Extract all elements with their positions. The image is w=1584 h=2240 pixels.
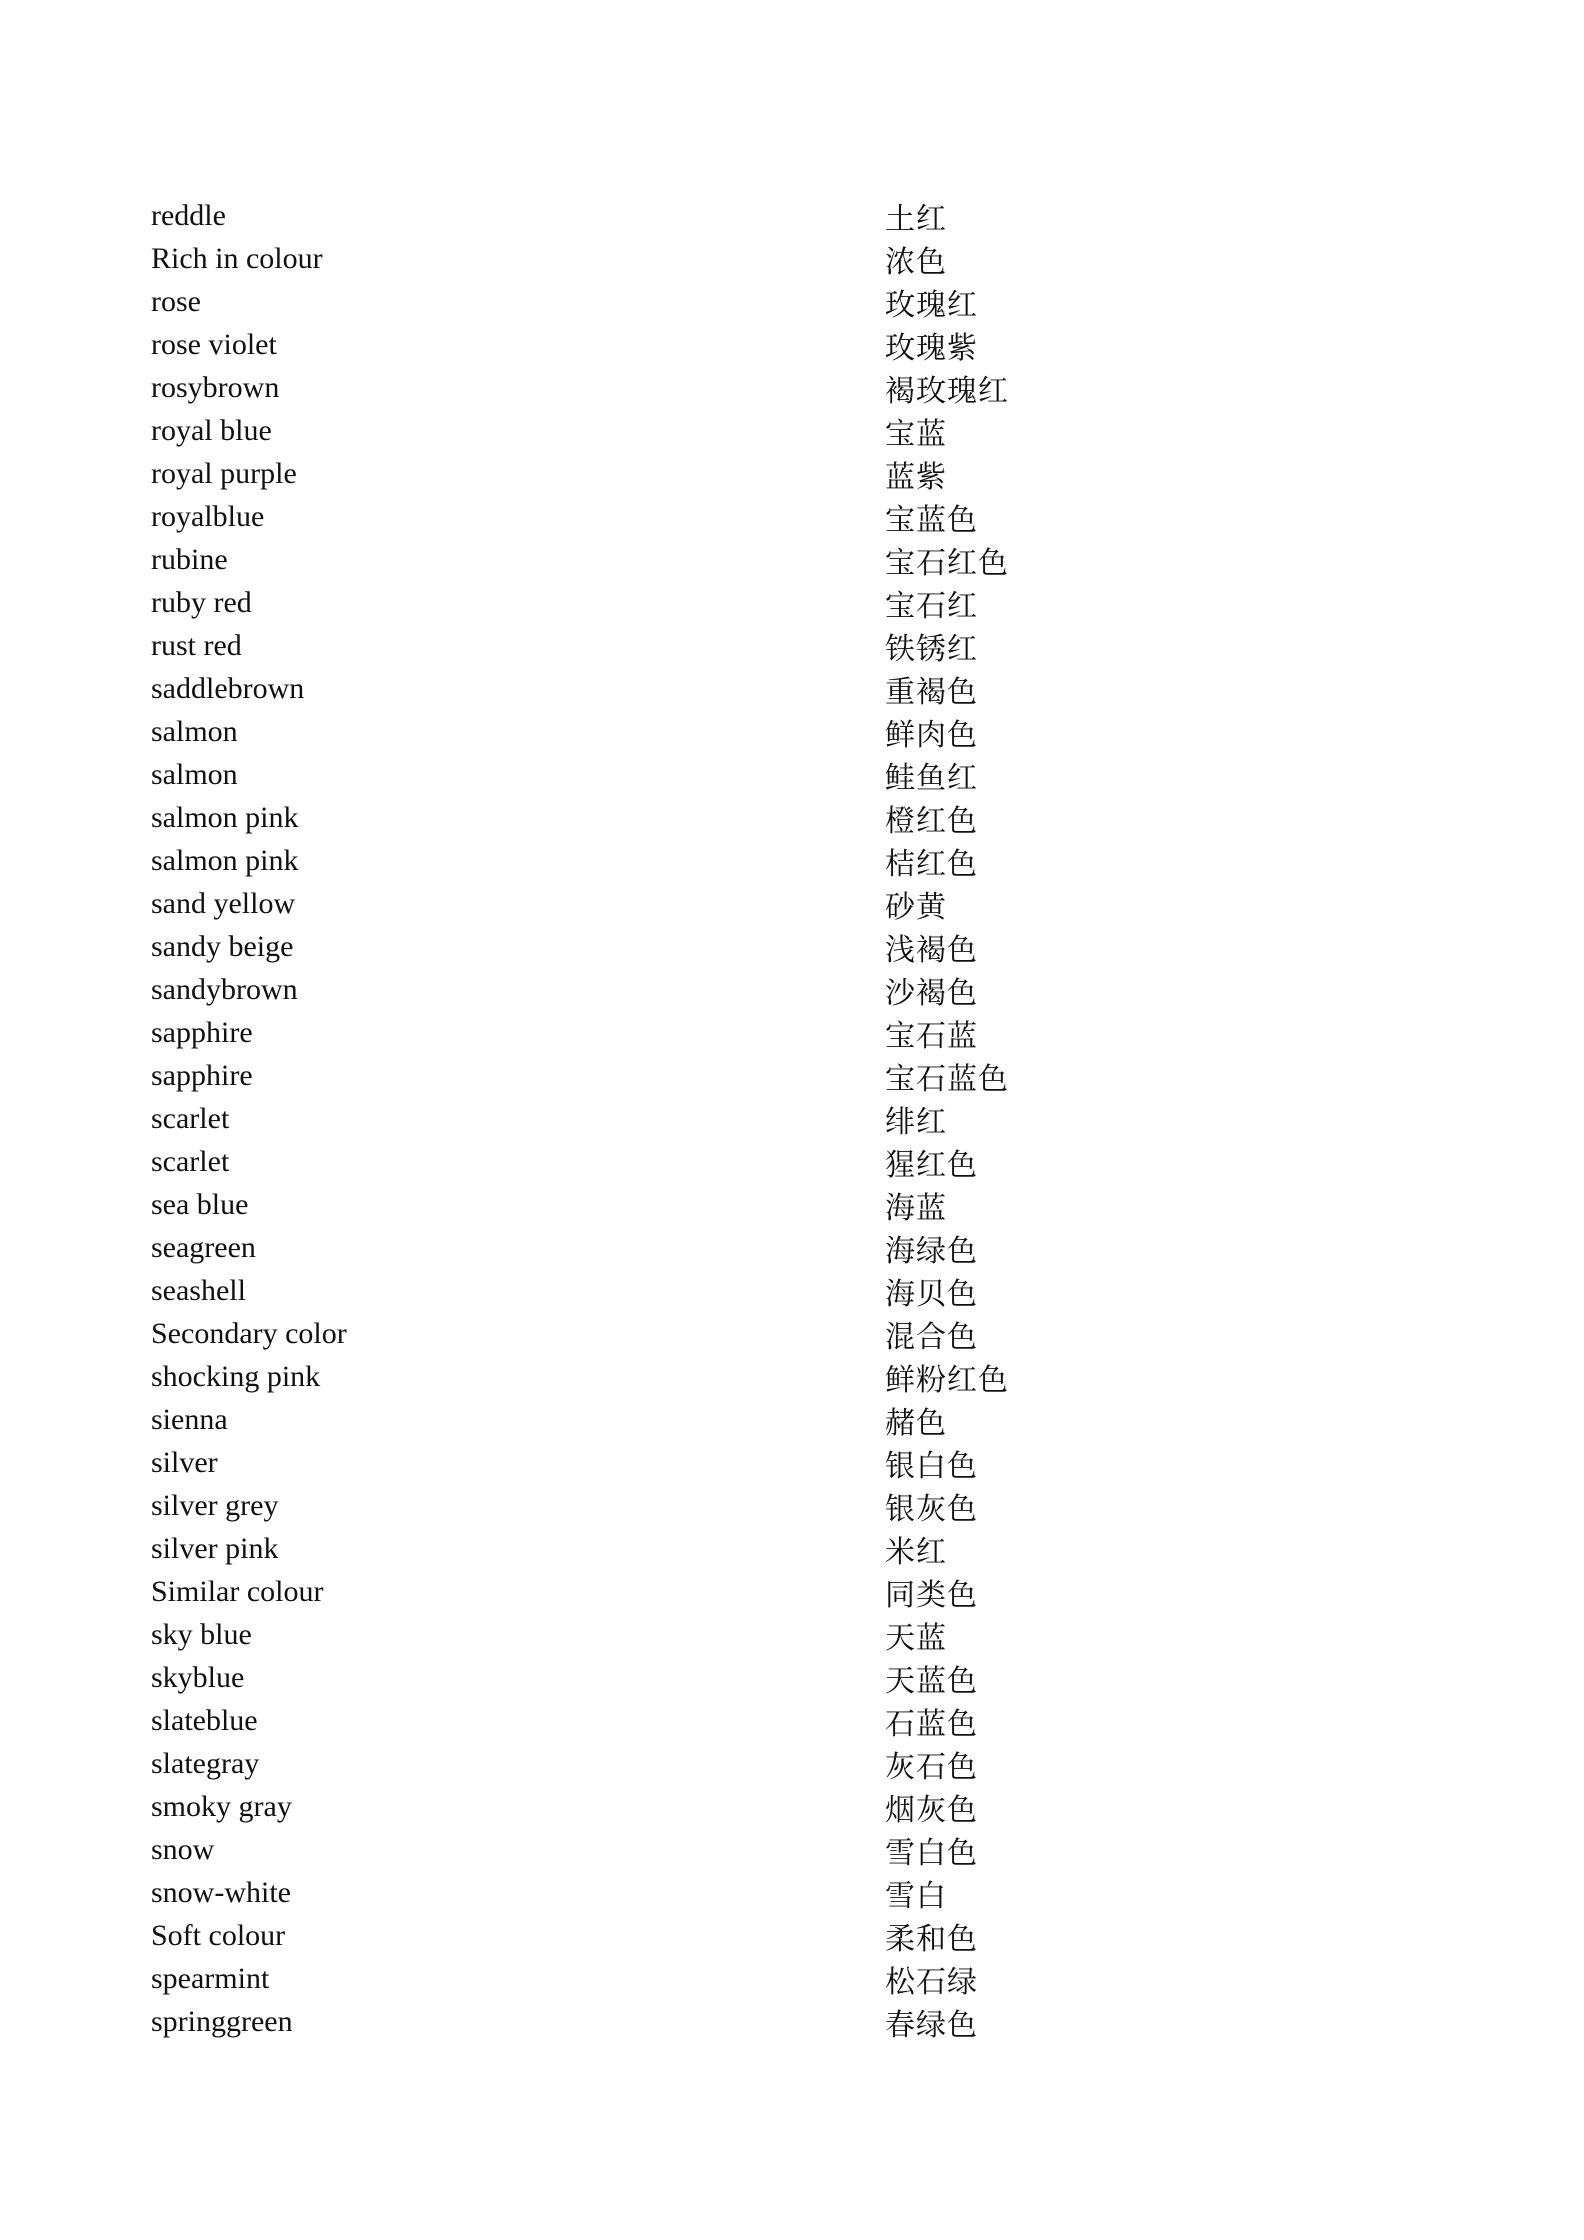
english-term: rust red — [151, 628, 242, 662]
english-term: Similar colour — [151, 1574, 324, 1608]
english-term: sienna — [151, 1402, 228, 1436]
glossary-row — [151, 1011, 1251, 1054]
english-term: salmon — [151, 714, 238, 748]
chinese-term: 沙褐色 — [885, 975, 978, 1011]
chinese-term: 绯红 — [885, 1104, 947, 1140]
glossary-row — [151, 882, 1251, 925]
chinese-term: 蓝紫 — [885, 459, 947, 495]
glossary-row — [151, 495, 1251, 538]
glossary-row — [151, 1312, 1251, 1355]
english-term: scarlet — [151, 1101, 230, 1135]
english-term: skyblue — [151, 1660, 245, 1694]
english-term: rosybrown — [151, 370, 280, 404]
glossary-row — [151, 1785, 1251, 1828]
english-term: spearmint — [151, 1961, 270, 1995]
glossary-row — [151, 839, 1251, 882]
english-term: salmon — [151, 757, 238, 791]
glossary-row — [151, 1656, 1251, 1699]
chinese-term: 烟灰色 — [885, 1792, 978, 1828]
chinese-term: 海贝色 — [885, 1276, 978, 1312]
chinese-term: 天蓝 — [885, 1620, 947, 1656]
chinese-term: 柔和色 — [885, 1921, 978, 1957]
chinese-term: 海蓝 — [885, 1190, 947, 1226]
glossary-row — [151, 1054, 1251, 1097]
english-term: sky blue — [151, 1617, 252, 1651]
chinese-term: 重褐色 — [885, 674, 978, 710]
chinese-term: 同类色 — [885, 1577, 978, 1613]
glossary-row — [151, 1957, 1251, 2000]
chinese-term: 玫瑰紫 — [885, 330, 978, 366]
chinese-term: 铁锈红 — [885, 631, 978, 667]
english-term: springgreen — [151, 2004, 293, 2038]
english-term: rose violet — [151, 327, 277, 361]
glossary-row — [151, 237, 1251, 280]
glossary-row — [151, 323, 1251, 366]
chinese-term: 猩红色 — [885, 1147, 978, 1183]
chinese-term: 春绿色 — [885, 2007, 978, 2043]
color-glossary-list — [151, 194, 1251, 2043]
english-term: ruby red — [151, 585, 252, 619]
english-term: silver pink — [151, 1531, 279, 1565]
glossary-row — [151, 2000, 1251, 2043]
english-term: sand yellow — [151, 886, 296, 920]
english-term: sea blue — [151, 1187, 249, 1221]
english-term: smoky gray — [151, 1789, 292, 1823]
glossary-row — [151, 452, 1251, 495]
english-term: salmon pink — [151, 843, 299, 877]
chinese-term: 天蓝色 — [885, 1663, 978, 1699]
chinese-term: 宝蓝色 — [885, 502, 978, 538]
chinese-term: 桔红色 — [885, 846, 978, 882]
glossary-row — [151, 624, 1251, 667]
english-term: rubine — [151, 542, 228, 576]
chinese-term: 土红 — [885, 201, 947, 237]
glossary-row — [151, 1742, 1251, 1785]
english-term: salmon pink — [151, 800, 299, 834]
chinese-term: 鲜肉色 — [885, 717, 978, 753]
english-term: sandy beige — [151, 929, 294, 963]
glossary-row — [151, 1355, 1251, 1398]
chinese-term: 宝石蓝 — [885, 1018, 978, 1054]
english-term: shocking pink — [151, 1359, 321, 1393]
english-term: Soft colour — [151, 1918, 286, 1952]
chinese-term: 砂黄 — [885, 889, 947, 925]
glossary-row — [151, 1269, 1251, 1312]
english-term: slateblue — [151, 1703, 258, 1737]
chinese-term: 石蓝色 — [885, 1706, 978, 1742]
chinese-term: 宝石红 — [885, 588, 978, 624]
glossary-row — [151, 409, 1251, 452]
chinese-term: 灰石色 — [885, 1749, 978, 1785]
chinese-term: 玫瑰红 — [885, 287, 978, 323]
glossary-row — [151, 667, 1251, 710]
english-term: saddlebrown — [151, 671, 305, 705]
chinese-term: 浓色 — [885, 244, 947, 280]
glossary-row — [151, 280, 1251, 323]
glossary-row — [151, 1140, 1251, 1183]
english-term: seashell — [151, 1273, 246, 1307]
glossary-row — [151, 1527, 1251, 1570]
chinese-term: 雪白 — [885, 1878, 947, 1914]
english-term: seagreen — [151, 1230, 256, 1264]
english-term: slategray — [151, 1746, 260, 1780]
english-term: sandybrown — [151, 972, 298, 1006]
chinese-term: 雪白色 — [885, 1835, 978, 1871]
english-term: royalblue — [151, 499, 265, 533]
chinese-term: 宝石红色 — [885, 545, 1009, 581]
chinese-term: 橙红色 — [885, 803, 978, 839]
glossary-row — [151, 925, 1251, 968]
glossary-row — [151, 753, 1251, 796]
chinese-term: 米红 — [885, 1534, 947, 1570]
english-term: rose — [151, 284, 201, 318]
english-term: snow — [151, 1832, 215, 1866]
glossary-row — [151, 968, 1251, 1011]
glossary-row — [151, 1871, 1251, 1914]
glossary-row — [151, 1484, 1251, 1527]
chinese-term: 海绿色 — [885, 1233, 978, 1269]
chinese-term: 褐玫瑰红 — [885, 373, 1009, 409]
english-term: sapphire — [151, 1058, 253, 1092]
glossary-row — [151, 538, 1251, 581]
glossary-row — [151, 1699, 1251, 1742]
chinese-term: 浅褐色 — [885, 932, 978, 968]
glossary-row — [151, 1226, 1251, 1269]
english-term: silver — [151, 1445, 218, 1479]
glossary-row — [151, 710, 1251, 753]
glossary-row — [151, 581, 1251, 624]
glossary-row — [151, 1570, 1251, 1613]
chinese-term: 宝蓝 — [885, 416, 947, 452]
chinese-term: 混合色 — [885, 1319, 978, 1355]
chinese-term: 赭色 — [885, 1405, 947, 1441]
english-term: royal blue — [151, 413, 272, 447]
english-term: royal purple — [151, 456, 297, 490]
chinese-term: 鲑鱼红 — [885, 760, 978, 796]
glossary-row — [151, 194, 1251, 237]
glossary-row — [151, 1613, 1251, 1656]
glossary-row — [151, 796, 1251, 839]
glossary-row — [151, 1441, 1251, 1484]
english-term: reddle — [151, 198, 226, 232]
chinese-term: 松石绿 — [885, 1964, 978, 2000]
chinese-term: 银白色 — [885, 1448, 978, 1484]
english-term: snow-white — [151, 1875, 291, 1909]
glossary-row — [151, 366, 1251, 409]
chinese-term: 鲜粉红色 — [885, 1362, 1009, 1398]
english-term: Secondary color — [151, 1316, 347, 1350]
glossary-row — [151, 1828, 1251, 1871]
glossary-row — [151, 1097, 1251, 1140]
glossary-row — [151, 1183, 1251, 1226]
chinese-term: 宝石蓝色 — [885, 1061, 1009, 1097]
english-term: Rich in colour — [151, 241, 323, 275]
english-term: silver grey — [151, 1488, 279, 1522]
chinese-term: 银灰色 — [885, 1491, 978, 1527]
english-term: sapphire — [151, 1015, 253, 1049]
english-term: scarlet — [151, 1144, 230, 1178]
glossary-row — [151, 1398, 1251, 1441]
glossary-row — [151, 1914, 1251, 1957]
